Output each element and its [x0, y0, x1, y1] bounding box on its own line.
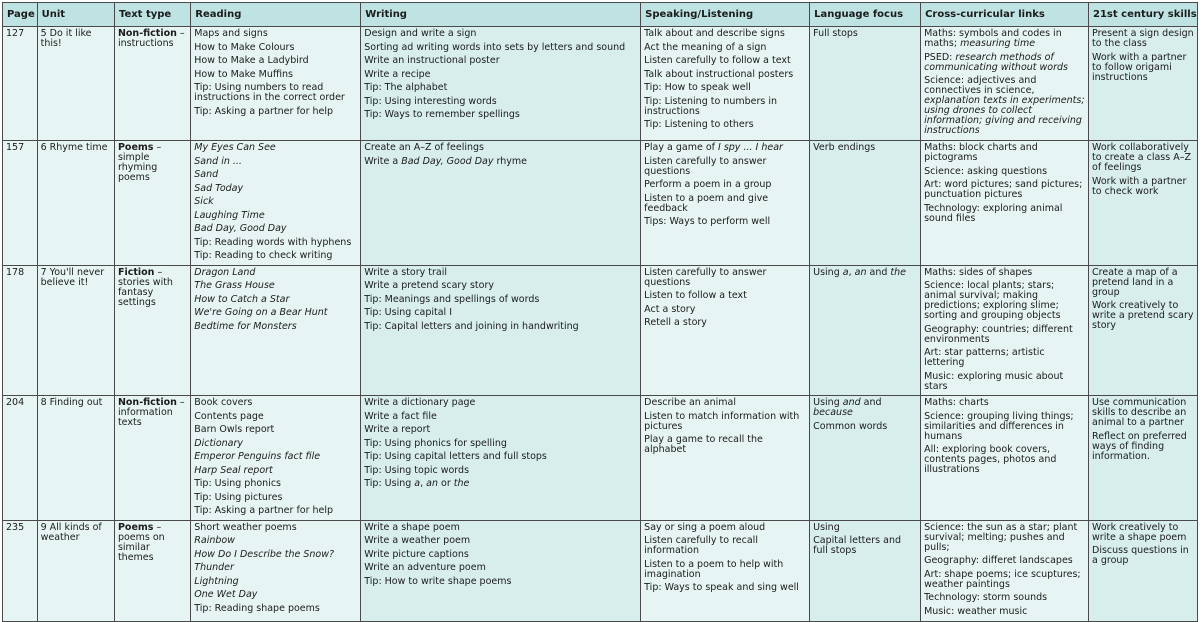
- reading-line: We're Going on a Bear Hunt: [194, 307, 328, 318]
- speaking-line: Retell a story: [644, 317, 707, 328]
- reading-line: Bedtime for Monsters: [194, 320, 297, 332]
- speaking-line: Describe an animal: [644, 397, 737, 408]
- writing-segment: Tip: Using capital letters and full stops: [364, 451, 547, 462]
- header-text-type: Text type: [114, 3, 190, 27]
- speaking-line: Talk about instructional posters: [644, 68, 794, 80]
- speaking-line: [644, 157, 806, 177]
- language-segment: and: [860, 397, 882, 408]
- table-row: [3, 27, 1198, 141]
- cell-text-type: [114, 27, 190, 141]
- writing-line: Sorting ad writing words into sets by letters and sound: [364, 41, 626, 53]
- language-segment: ,: [848, 266, 855, 278]
- writing-segment: Write a report: [364, 424, 431, 435]
- cross-segment: All: exploring book covers, contents pages, photos and illustrations: [924, 444, 1057, 475]
- cross-line: [924, 167, 1085, 177]
- cell-speaking-listening: [641, 520, 810, 621]
- cell-21st-century-skills: [1089, 27, 1198, 141]
- text-type-name: Poems: [117, 521, 154, 533]
- writing-segment: rhyme: [493, 155, 527, 167]
- reading-line: How to Make Muffins: [194, 68, 294, 80]
- cell-reading: [191, 520, 361, 621]
- cell-unit: 8 Finding out: [37, 396, 114, 521]
- cross-segment: Art: star patterns; artistic lettering: [924, 347, 1045, 368]
- cross-line: [924, 76, 1085, 136]
- cell-21st-century-skills: [1089, 520, 1198, 621]
- reading-line: Thunder: [194, 562, 234, 573]
- speaking-line: Act the meaning of a sign: [644, 41, 767, 53]
- cross-segment: Maths: symbols and codes in maths;: [924, 28, 1062, 49]
- writing-line: [364, 466, 637, 476]
- writing-line: Tip: How to write shape poems: [364, 575, 512, 587]
- reading-line: Sand: [194, 169, 219, 180]
- writing-line: Write a shape poem: [364, 521, 460, 533]
- language-line: Using: [813, 521, 840, 533]
- reading-line: Sad Today: [194, 182, 244, 194]
- speaking-segment: Listen to a poem and give feedback: [644, 192, 769, 214]
- speaking-line: Tip: Listening to numbers in instructions: [644, 95, 778, 117]
- cross-segment: Music: exploring music about stars: [924, 370, 1064, 392]
- cross-line: [924, 204, 1085, 224]
- speaking-line: [644, 194, 806, 214]
- skills-line: Work with a partner to check work: [1092, 175, 1187, 197]
- writing-line: Design and write a sign: [364, 28, 477, 39]
- cell-cross-curricular: [921, 265, 1089, 396]
- writing-line: Tip: Meanings and spellings of words: [364, 293, 540, 305]
- language-line: [813, 268, 917, 278]
- writing-line: Write a recipe: [364, 68, 431, 80]
- language-segment: a: [842, 266, 849, 278]
- cell-unit: 9 All kinds of weather: [37, 520, 114, 621]
- table-row: [3, 141, 1198, 266]
- speaking-segment: Tips: Ways to perform well: [644, 216, 771, 227]
- reading-line: Laughing Time: [194, 209, 265, 221]
- language-line: [813, 422, 917, 432]
- speaking-line: [644, 217, 806, 227]
- cross-segment: Geography: differet landscapes: [924, 555, 1073, 566]
- cross-segment: measuring time: [960, 38, 1036, 49]
- language-segment: Using: [813, 397, 843, 408]
- cell-writing: [361, 396, 641, 521]
- cell-unit: 7 You'll never believe it!: [37, 265, 114, 396]
- speaking-segment: I spy ... I hear: [718, 142, 783, 153]
- header-21st-century-skills: 21st century skills: [1089, 3, 1198, 27]
- cell-speaking-listening: [641, 27, 810, 141]
- cross-line: [924, 143, 1085, 163]
- writing-line: Write a pretend scary story: [364, 280, 494, 291]
- writing-segment: Bad Day, Good Day: [401, 155, 494, 167]
- speaking-line: [644, 180, 806, 190]
- cross-line: [924, 53, 1085, 73]
- text-type-name: Non-fiction: [117, 28, 177, 39]
- cell-writing: [361, 520, 641, 621]
- reading-line: Tip: Asking a partner for help: [194, 505, 334, 516]
- reading-line: Sand in ...: [194, 155, 242, 167]
- cell-text-type: [114, 265, 190, 396]
- cross-segment: Science: asking questions: [924, 165, 1048, 177]
- cross-segment: Maths: charts: [924, 397, 989, 408]
- reading-line: How to Make a Ladybird: [194, 55, 309, 66]
- text-type-description: – information texts: [117, 397, 185, 428]
- skills-line: Present a sign design to the class: [1092, 28, 1194, 49]
- skills-line: Work with a partner to follow origami instructions: [1092, 51, 1187, 83]
- cross-segment: Technology: storm sounds: [924, 592, 1048, 603]
- reading-line: The Grass House: [194, 280, 275, 291]
- writing-segment: Write a fact file: [364, 410, 437, 422]
- cell-speaking-listening: [641, 265, 810, 396]
- text-type-description: – poems on similar themes: [117, 521, 165, 563]
- cell-21st-century-skills: [1089, 265, 1198, 396]
- speaking-segment: Play a game of: [644, 142, 718, 153]
- skills-line: Use communication skills to describe an animal to a partner: [1092, 397, 1187, 428]
- speaking-line: Listen to follow a text: [644, 290, 747, 301]
- reading-line: Maps and signs: [194, 28, 268, 39]
- writing-line: [364, 157, 637, 167]
- writing-line: Write an adventure poem: [364, 562, 486, 573]
- reading-line: Dictionary: [194, 437, 244, 449]
- cell-speaking-listening: [641, 141, 810, 266]
- language-segment: the: [890, 266, 906, 278]
- cell-cross-curricular: [921, 396, 1089, 521]
- cross-line: [924, 325, 1085, 345]
- cross-line: [924, 523, 1085, 553]
- cell-cross-curricular: [921, 520, 1089, 621]
- speaking-line: Listen carefully to follow a text: [644, 55, 791, 66]
- cross-segment: Science: grouping living things; similarities and differences in humans: [924, 410, 1074, 442]
- writing-line: Tip: The alphabet: [364, 82, 448, 93]
- text-type-name: Fiction: [117, 266, 155, 278]
- reading-line: My Eyes Can See: [194, 142, 276, 153]
- cross-line: [924, 372, 1085, 392]
- writing-segment: the: [453, 478, 470, 489]
- cross-segment: Music: weather music: [924, 605, 1028, 617]
- cross-segment: Technology: exploring animal sound files: [924, 202, 1063, 224]
- language-segment: Common words: [813, 420, 888, 432]
- skills-line: Discuss questions in a group: [1092, 545, 1189, 566]
- skills-line: Work creatively to write a pretend scary story: [1092, 300, 1194, 331]
- reading-line: Tip: Reading words with hyphens: [194, 236, 352, 248]
- cross-segment: Art: shape poems; ice scuptures; weather paintings: [924, 568, 1081, 590]
- speaking-line: Listen to match information with pictures: [644, 410, 800, 432]
- cell-page: 127: [3, 27, 38, 141]
- cell-reading: [191, 141, 361, 266]
- writing-line: Write a story trail: [364, 266, 447, 278]
- speaking-line: Listen carefully to recall information: [644, 535, 758, 556]
- reading-line: Rainbow: [194, 535, 235, 546]
- cross-line: [924, 180, 1085, 200]
- cell-21st-century-skills: [1089, 396, 1198, 521]
- writing-segment: Tip: Using topic words: [364, 464, 470, 476]
- header-reading: Reading: [191, 3, 361, 27]
- header-row: [3, 3, 1198, 27]
- writing-line: [364, 425, 637, 435]
- cell-reading: [191, 265, 361, 396]
- writing-line: Write an instructional poster: [364, 55, 500, 66]
- writing-line: Tip: Using interesting words: [364, 95, 497, 107]
- skills-line: Work collaboratively to create a class A–Z of feelings: [1092, 142, 1191, 173]
- language-line: Full stops: [813, 28, 858, 39]
- reading-line: How to Catch a Star: [194, 293, 290, 305]
- cell-reading: [191, 396, 361, 521]
- skills-line: Create a map of a pretend land in a group: [1092, 266, 1178, 298]
- cross-line: [924, 268, 1085, 278]
- cross-line: [924, 445, 1085, 475]
- cell-writing: [361, 141, 641, 266]
- reading-line: Sick: [194, 196, 214, 207]
- speaking-line: Talk about and describe signs: [644, 28, 785, 39]
- language-line: Capital letters and full stops: [813, 535, 901, 556]
- cell-unit: 6 Rhyme time: [37, 141, 114, 266]
- speaking-line: Tip: Ways to speak and sing well: [644, 582, 799, 593]
- writing-segment: an: [426, 478, 438, 489]
- text-type-description: – instructions: [117, 28, 185, 49]
- writing-segment: ,: [420, 478, 427, 489]
- language-segment: an: [854, 266, 867, 278]
- writing-segment: Tip: Using: [364, 478, 415, 489]
- cross-segment: Maths: block charts and pictograms: [924, 142, 1038, 163]
- cross-segment: PSED:: [924, 51, 956, 63]
- cell-text-type: [114, 141, 190, 266]
- reading-line: Short weather poems: [194, 521, 297, 533]
- text-type-description: – simple rhyming poems: [117, 142, 162, 183]
- cell-page: 204: [3, 396, 38, 521]
- reading-line: Lightning: [194, 575, 239, 587]
- cross-line: [924, 570, 1085, 590]
- cross-line: [924, 593, 1085, 603]
- reading-line: Bad Day, Good Day: [194, 223, 287, 234]
- writing-segment: Write a dictionary page: [364, 397, 476, 408]
- reading-line: Tip: Reading to check writing: [194, 250, 333, 261]
- reading-line: How to Make Colours: [194, 41, 295, 53]
- writing-segment: Tip: Using phonics for spelling: [364, 437, 507, 449]
- cell-speaking-listening: [641, 396, 810, 521]
- header-page: Page: [3, 3, 38, 27]
- reading-line: Barn Owls report: [194, 424, 275, 435]
- skills-line: Work creatively to write a shape poem: [1092, 521, 1187, 543]
- reading-line: Contents page: [194, 410, 264, 422]
- cell-language-focus: [810, 396, 921, 521]
- cell-unit: 5 Do it like this!: [37, 27, 114, 141]
- language-line: Verb endings: [813, 142, 876, 153]
- speaking-line: Tip: How to speak well: [644, 82, 751, 93]
- writing-segment: Create an A–Z of feelings: [364, 142, 484, 153]
- writing-line: Tip: Ways to remember spellings: [364, 109, 520, 120]
- cell-language-focus: [810, 141, 921, 266]
- cell-text-type: [114, 520, 190, 621]
- cross-segment: Geography: countries; different environments: [924, 323, 1073, 345]
- cell-language-focus: [810, 520, 921, 621]
- writing-line: [364, 398, 637, 408]
- header-unit: Unit: [37, 3, 114, 27]
- cross-line: [924, 348, 1085, 368]
- table-row: [3, 520, 1198, 621]
- reading-line: Tip: Using numbers to read instructions in the correct order: [194, 82, 345, 103]
- reading-line: Emperor Penguins fact file: [194, 451, 321, 462]
- writing-line: [364, 452, 637, 462]
- cross-segment: Science: adjectives and connectives in science,: [924, 75, 1037, 96]
- language-segment: and: [866, 266, 891, 278]
- header-language-focus: Language focus: [810, 3, 921, 27]
- language-line: [813, 398, 917, 418]
- curriculum-table: [2, 2, 1198, 622]
- cell-language-focus: [810, 27, 921, 141]
- cell-cross-curricular: [921, 27, 1089, 141]
- header-cross-curricular: Cross-curricular links: [921, 3, 1089, 27]
- cross-line: [924, 29, 1085, 49]
- writing-line: Write picture captions: [364, 548, 469, 560]
- reading-line: How Do I Describe the Snow?: [194, 548, 335, 560]
- writing-segment: Write a: [364, 155, 402, 167]
- language-segment: and: [842, 397, 861, 408]
- skills-line: Reflect on preferred ways of finding information.: [1092, 430, 1187, 462]
- writing-segment: or: [438, 478, 454, 489]
- cell-reading: [191, 27, 361, 141]
- cell-writing: [361, 27, 641, 141]
- cross-segment: Art: word pictures; sand pictures; punctuation pictures: [924, 179, 1083, 200]
- cell-page: 235: [3, 520, 38, 621]
- writing-segment: a: [414, 478, 421, 489]
- cell-cross-curricular: [921, 141, 1089, 266]
- writing-line: [364, 412, 637, 422]
- table-row: [3, 396, 1198, 521]
- cell-writing: [361, 265, 641, 396]
- speaking-line: [644, 143, 806, 153]
- language-segment: Using: [813, 266, 843, 278]
- reading-line: Book covers: [194, 397, 253, 408]
- speaking-line: Tip: Listening to others: [644, 119, 754, 130]
- text-type-name: Non-fiction: [117, 397, 177, 408]
- cell-21st-century-skills: [1089, 141, 1198, 266]
- language-segment: because: [813, 407, 853, 418]
- reading-line: Dragon Land: [194, 266, 256, 278]
- reading-line: Harp Seal report: [194, 464, 273, 476]
- writing-line: Write a weather poem: [364, 535, 471, 546]
- text-type-name: Poems: [117, 142, 154, 153]
- reading-line: Tip: Reading shape poems: [194, 602, 320, 614]
- reading-line: Tip: Asking a partner for help: [194, 105, 334, 117]
- writing-line: Tip: Using capital I: [364, 307, 453, 318]
- cell-page: 157: [3, 141, 38, 266]
- speaking-line: Play a game to recall the alphabet: [644, 434, 763, 455]
- speaking-line: Listen carefully to answer questions: [644, 266, 767, 288]
- speaking-segment: Listen carefully to answer questions: [644, 155, 767, 177]
- cross-segment: Science: the sun as a star; plant survival; melting; pushes and pulls;: [924, 521, 1078, 553]
- writing-line: [364, 439, 637, 449]
- cross-segment: explanation texts in experiments; using drones to collect information; giving and receiving instructions: [924, 95, 1085, 136]
- reading-line: Tip: Using pictures: [194, 491, 283, 503]
- cell-text-type: [114, 396, 190, 521]
- reading-line: Tip: Using phonics: [194, 478, 281, 489]
- cross-segment: Maths: sides of shapes: [924, 266, 1033, 278]
- cross-line: [924, 607, 1085, 617]
- speaking-line: Act a story: [644, 303, 696, 315]
- cross-line: [924, 556, 1085, 566]
- cell-page: 178: [3, 265, 38, 396]
- cross-line: [924, 412, 1085, 442]
- header-speaking-listening: Speaking/Listening: [641, 3, 810, 27]
- cross-line: [924, 398, 1085, 408]
- header-writing: Writing: [361, 3, 641, 27]
- writing-line: [364, 479, 637, 489]
- text-type-description: – stories with fantasy settings: [117, 266, 173, 308]
- writing-line: Tip: Capital letters and joining in handwriting: [364, 320, 579, 332]
- speaking-segment: Perform a poem in a group: [644, 179, 772, 190]
- table-row: [3, 265, 1198, 396]
- cross-line: [924, 281, 1085, 321]
- speaking-line: Say or sing a poem aloud: [644, 521, 766, 533]
- cross-segment: Science: local plants; stars; animal survival; making predictions; exploring slime; sorting and grouping objects: [924, 280, 1061, 321]
- speaking-line: Listen to a poem to help with imagination: [644, 558, 784, 580]
- writing-line: [364, 143, 637, 153]
- reading-line: One Wet Day: [194, 589, 258, 600]
- cross-segment: research methods of communicating without words: [924, 51, 1068, 73]
- cell-language-focus: [810, 265, 921, 396]
